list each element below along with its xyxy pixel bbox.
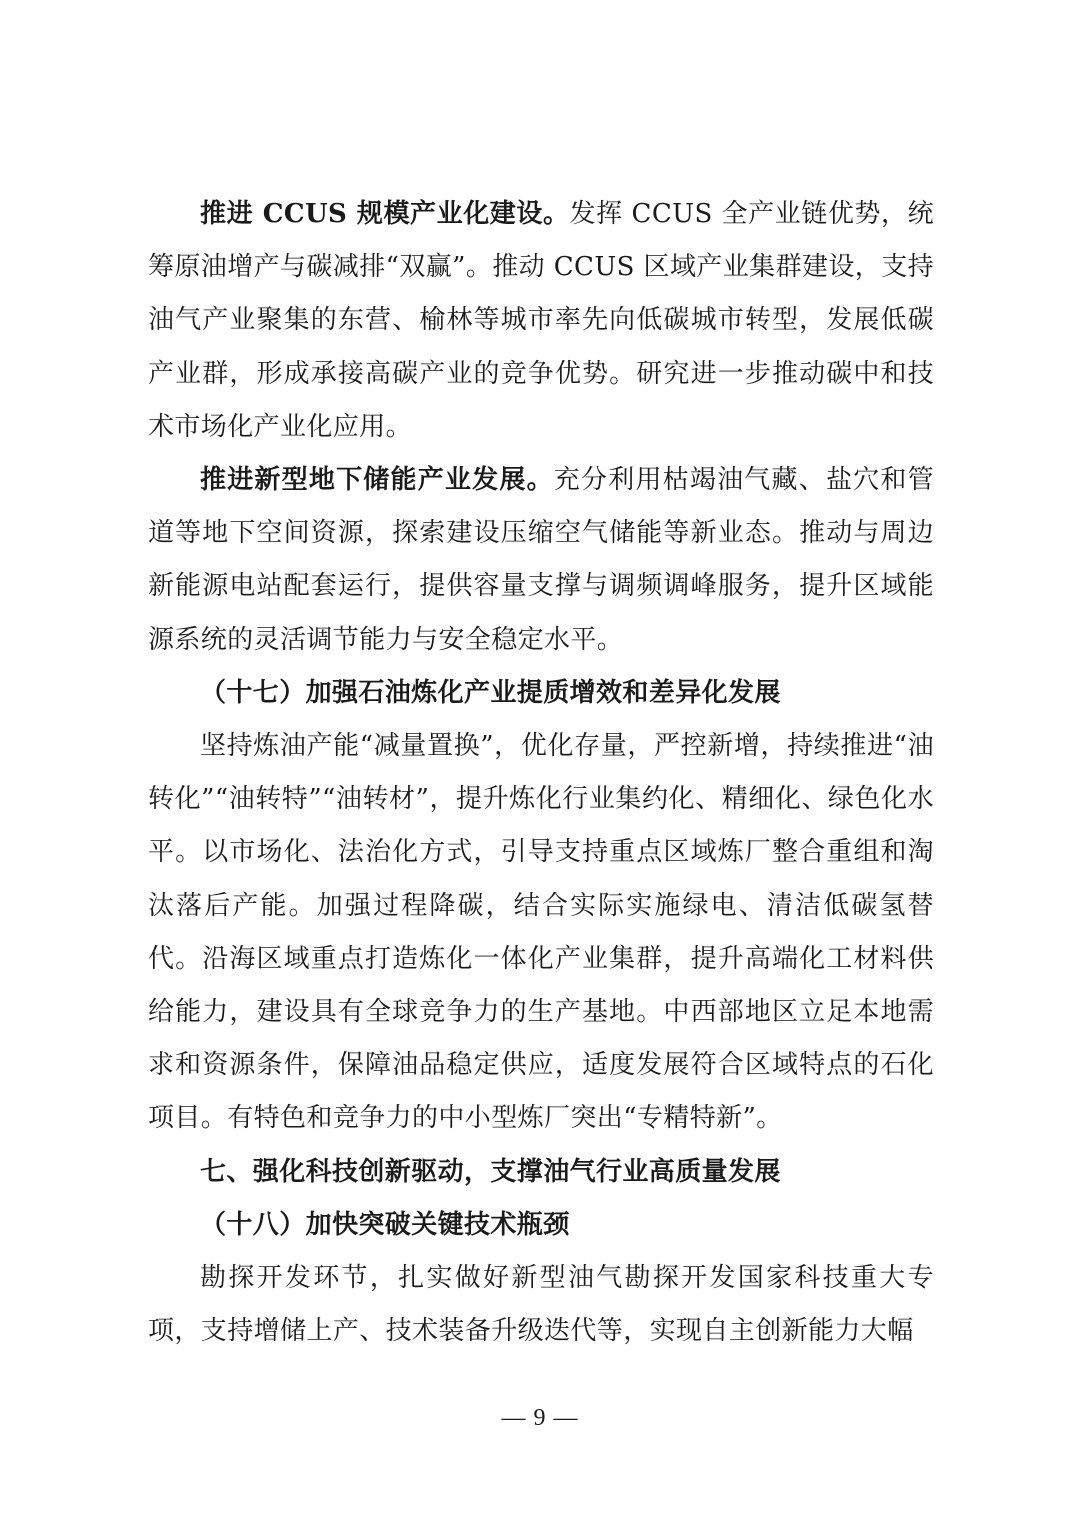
paragraph-lead: 推进 CCUS 规模产业化建设。 (200, 199, 570, 229)
paragraph-lead: 推进新型地下储能产业发展。 (200, 465, 554, 496)
subheading-17: （十七）加强石油炼化产业提质增效和差异化发展 (200, 677, 781, 708)
section-heading-7: 七、强化科技创新驱动，支撑油气行业高质量发展 (200, 1156, 781, 1187)
paragraph-text: 充分利用枯竭油气藏、盐穴和管道等地下空间资源，探索建设压缩空气储能等新业态。推动与周边新能源电站配套运行，提供容量支撑与调频调峰服务，提升区域能源系统的灵活调节能力与安全稳定水平。 (148, 465, 934, 655)
page-number: — 9 — (501, 1405, 579, 1431)
paragraph-ccus (148, 188, 934, 454)
document-body (148, 188, 934, 1358)
paragraph-storage (148, 454, 934, 667)
paragraph-refining: 坚持炼油产能“减量置换”，优化存量，严控新增，持续推进“油转化”“油转特”“油转材”，提升炼化行业集约化、精细化、绿色化水平。以市场化、法治化方式，引导支持重点区域炼厂整合重组和淘汰落后产能。加强过程降碳，结合实际实施绿电、清洁低碳氢替代。沿海区域重点打造炼化一体化产业集群，提升高端化工材料供给能力，建设具有全球竞争力的生产基地。中西部地区立足本地需求和资源条件，保障油品稳定供应，适度发展符合区域特点的石化项目。有特色和竞争力的中小型炼厂突出“专精特新”。 (148, 731, 934, 1134)
subheading-18: （十八）加快突破关键技术瓶颈 (200, 1209, 570, 1240)
paragraph-technology: 勘探开发环节，扎实做好新型油气勘探开发国家科技重大专项，支持增储上产、技术装备升级迭代等，实现自主创新能力大幅 (148, 1263, 934, 1347)
paragraph-text: 发挥 CCUS 全产业链优势，统筹原油增产与碳减排“双赢”。推动 CCUS 区域产业集群建设，支持油气产业聚集的东营、榆林等城市率先向低碳城市转型，发展低碳产业群，形成承接高碳产业的竞争优势。研究进一步推动碳中和技术市场化产业化应用。 (148, 199, 934, 442)
